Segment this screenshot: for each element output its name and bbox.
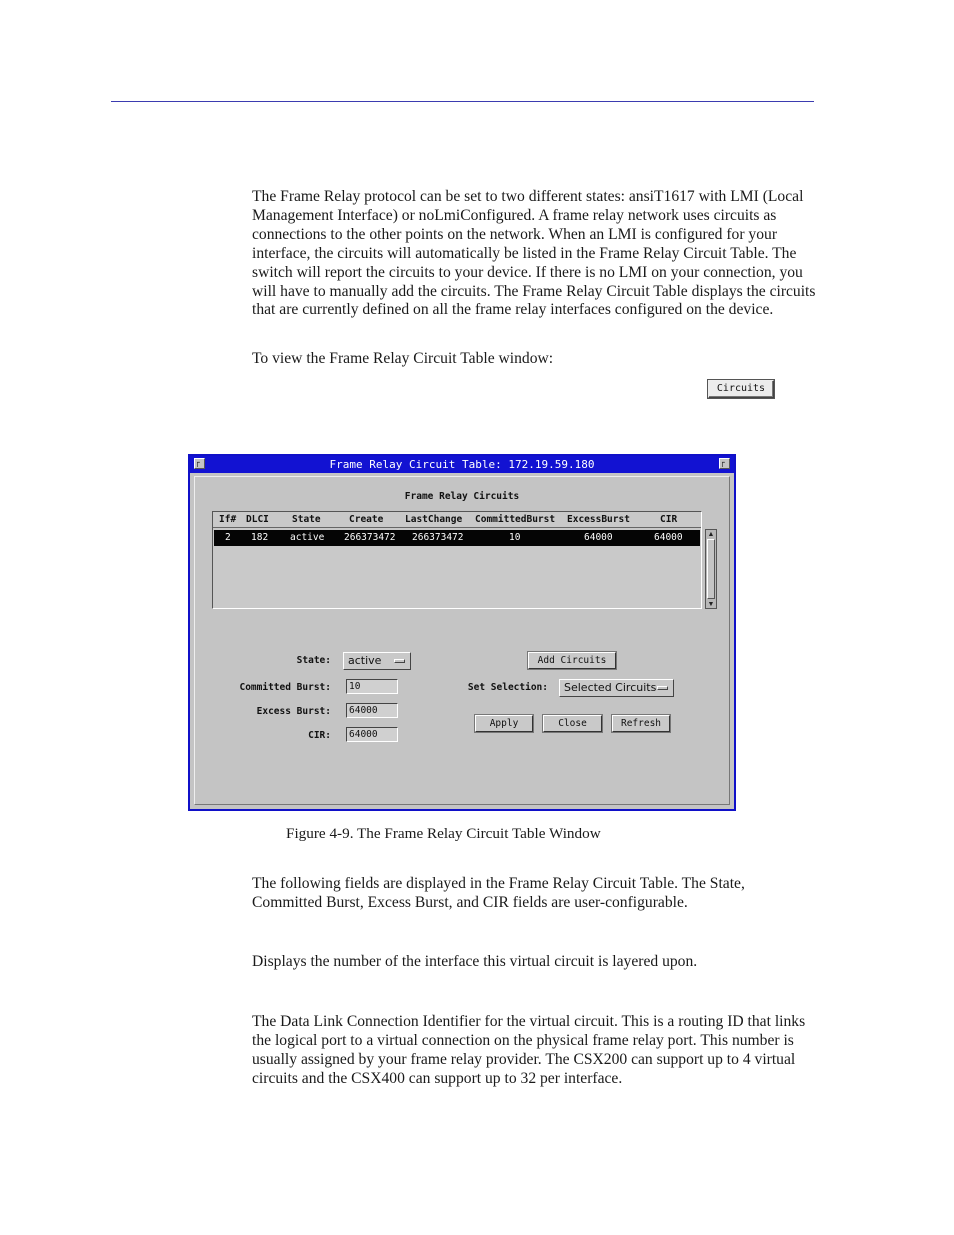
table-header xyxy=(213,512,701,528)
if-description: Displays the number of the interface this virtual circuit is layered upon. xyxy=(252,953,698,970)
state-value: active xyxy=(348,654,382,667)
state-option-menu[interactable] xyxy=(343,652,411,670)
close-button[interactable]: Close xyxy=(543,715,602,732)
excess-burst-field[interactable]: 64000 xyxy=(346,703,398,718)
intro-paragraph: The Frame Relay protocol can be set to two different states: ansiT1617 with LMI (Local Management Interface) or noLmiConfigured. A frame relay network uses circuits as connections to the other points on the network. When an LMI is configured for your interface, the circuits will automatically be listed in the Frame Relay Circuit Table. The switch will report the circuits to your device. If there is no LMI on your connection, you will have to manually add the circuits. The Frame Relay Circuit Table displays the circuits that are currently defined on all the frame relay interfaces configured on the device. xyxy=(252,188,816,319)
committed-burst-field[interactable]: 10 xyxy=(346,679,398,694)
col-cir: CIR xyxy=(660,514,678,525)
set-selection-option-menu[interactable] xyxy=(559,679,674,697)
fields-intro-paragraph: The following fields are displayed in the Frame Relay Circuit Table. The State, Committed Burst, Excess Burst, and CIR fields are user-configurable. xyxy=(252,875,745,911)
window-resize-icon[interactable]: ┌ xyxy=(719,458,730,469)
excess-burst-label: Excess Burst: xyxy=(256,706,331,717)
window-menu-icon[interactable]: ┌ xyxy=(194,458,205,469)
refresh-button[interactable]: Refresh xyxy=(612,715,670,732)
option-indicator-icon xyxy=(657,686,668,690)
col-state: State xyxy=(292,514,321,525)
scroll-down-icon[interactable]: ▼ xyxy=(707,600,715,608)
scroll-up-icon[interactable]: ▲ xyxy=(707,530,715,538)
state-label: State: xyxy=(296,655,331,666)
table-scrollbar[interactable] xyxy=(705,529,717,609)
table-row[interactable]: 2 182 active 266373472 266373472 10 64000 64000 xyxy=(214,530,700,546)
cir-field[interactable]: 64000 xyxy=(346,727,398,742)
figure-caption: Figure 4-9. The Frame Relay Circuit Table Window xyxy=(286,825,601,842)
committed-burst-label: Committed Burst: xyxy=(239,682,331,693)
set-selection-label: Set Selection: xyxy=(467,682,548,693)
view-instruction: To view the Frame Relay Circuit Table window: xyxy=(252,350,554,367)
col-excessburst: ExcessBurst xyxy=(567,514,630,525)
set-selection-value: Selected Circuits xyxy=(564,681,657,694)
scroll-thumb[interactable] xyxy=(707,539,715,599)
dlci-description: The Data Link Connection Identifier for the virtual circuit. This is a routing ID that links the logical port to a virtual connection on the physical frame relay port. This number is usually assigned by your frame relay provider. The CSX200 can support up to 4 virtual circuits and the CSX400 can support up to 32 per interface. xyxy=(252,1013,806,1087)
table-title: Frame Relay Circuits xyxy=(404,491,520,502)
circuit-table xyxy=(212,511,702,609)
window-title: Frame Relay Circuit Table: 172.19.59.180 xyxy=(329,458,595,471)
col-committedburst: CommittedBurst xyxy=(475,514,556,525)
apply-button[interactable]: Apply xyxy=(475,715,533,732)
col-create: Create xyxy=(349,514,384,525)
header-rule xyxy=(111,101,814,102)
col-dlci: DLCI xyxy=(246,514,269,525)
add-circuits-button[interactable]: Add Circuits xyxy=(528,652,616,669)
window-titlebar xyxy=(190,456,734,473)
window-content xyxy=(194,476,730,805)
col-if: If# xyxy=(219,514,237,525)
col-lastchange: LastChange xyxy=(405,514,463,525)
frame-relay-circuit-table-window xyxy=(188,454,736,811)
cir-label: CIR: xyxy=(308,730,331,741)
circuits-button-image: Circuits xyxy=(708,380,774,398)
option-indicator-icon xyxy=(394,659,405,663)
